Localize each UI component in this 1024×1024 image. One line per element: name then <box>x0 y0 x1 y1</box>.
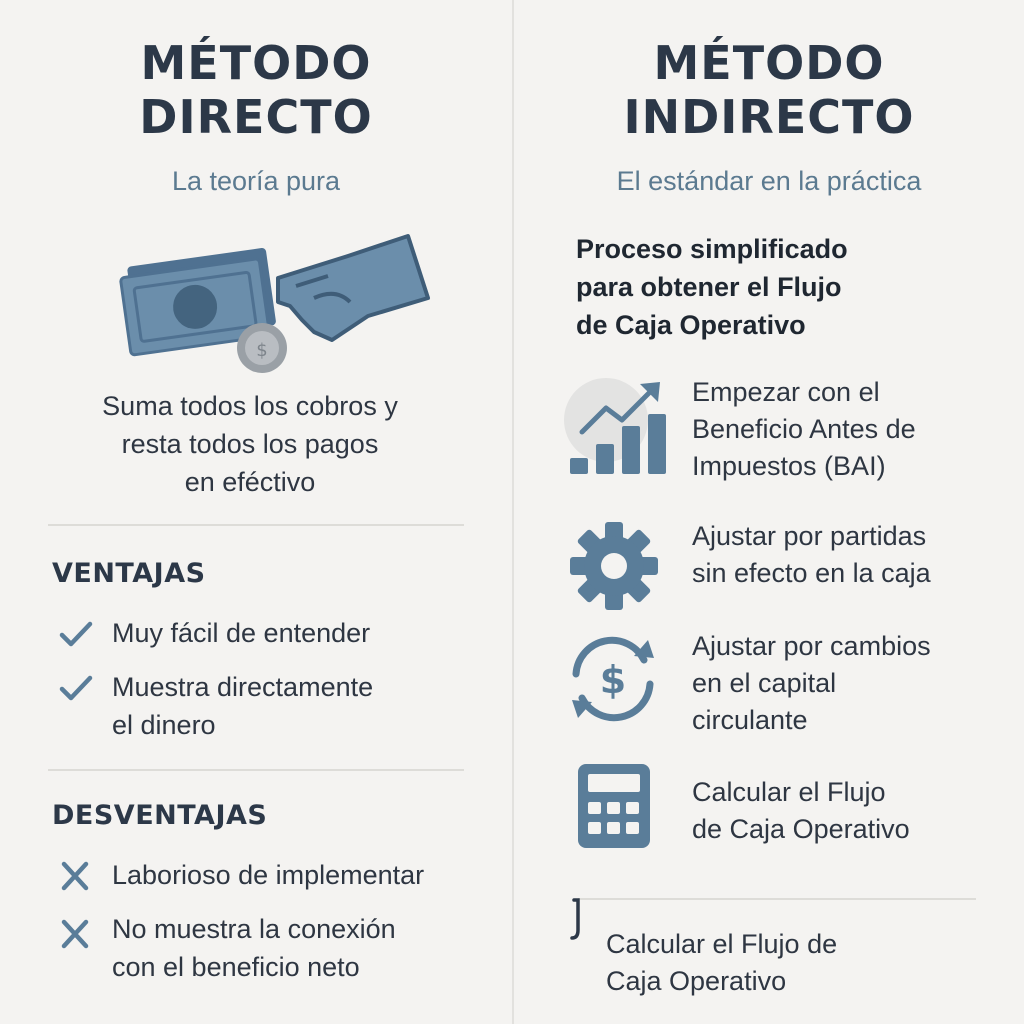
step-text <box>692 628 931 739</box>
step-line: Empezar con el <box>692 377 880 407</box>
advantage-item <box>56 668 373 744</box>
indirect-method-title <box>514 36 1024 144</box>
calculator-icon <box>578 764 650 848</box>
step-line: de Caja Operativo <box>692 814 910 844</box>
process-heading <box>576 230 996 344</box>
svg-text:$: $ <box>599 658 627 702</box>
step-line: Beneficio Antes de <box>692 414 916 444</box>
dollar-cycle-icon <box>560 636 666 722</box>
advantage-text: el dinero <box>112 710 216 740</box>
bracket-mark-icon <box>568 896 588 942</box>
gear-icon <box>568 520 660 612</box>
step-line: circulante <box>692 705 808 735</box>
title-line-1: MÉTODO <box>653 36 885 90</box>
check-icon <box>56 614 96 654</box>
disadvantage-item <box>56 910 396 986</box>
step-text <box>692 374 916 485</box>
process-heading-line: Proceso simplificado <box>576 234 848 264</box>
advantage-text: Muestra directamente <box>112 672 374 702</box>
step-line: Calcular el Flujo <box>692 777 886 807</box>
direct-method-subtitle: La teoría pura <box>171 166 341 196</box>
svg-text:$: $ <box>256 340 268 361</box>
section-divider <box>48 769 464 771</box>
disadvantage-text: No muestra la conexión <box>112 914 396 944</box>
section-divider <box>578 898 976 900</box>
section-divider <box>48 524 464 526</box>
description-line: en eféctivo <box>184 467 316 497</box>
disadvantage-text: Laborioso de implementar <box>112 860 425 890</box>
disadvantage-text: con el beneficio neto <box>112 952 360 982</box>
step-line: Ajustar por cambios <box>692 631 931 661</box>
step-line: en el capital <box>692 668 837 698</box>
description-line: resta todos los pagos <box>121 429 379 459</box>
direct-method-title <box>0 36 512 144</box>
step-line: Ajustar por partidas <box>692 521 927 551</box>
chart-growth-icon <box>562 374 672 484</box>
advantage-text: Muy fácil de entender <box>112 618 371 648</box>
cross-icon <box>56 910 96 950</box>
indirect-method-subtitle: El estándar en la práctica <box>616 166 922 196</box>
final-step-text <box>606 926 837 1000</box>
title-line-2: INDIRECTO <box>623 90 915 144</box>
process-heading-line: para obtener el Flujo <box>576 272 842 302</box>
advantages-heading: VENTAJAS <box>52 558 206 589</box>
step-line: Caja Operativo <box>606 966 787 996</box>
title-line-2: DIRECTO <box>139 90 373 144</box>
process-heading-line: de Caja Operativo <box>576 310 806 340</box>
check-icon <box>56 668 96 708</box>
disadvantages-heading: DESVENTAJAS <box>52 800 268 831</box>
indirect-method-column <box>514 0 1024 1024</box>
step-line: Calcular el Flujo de <box>606 929 838 959</box>
disadvantage-item <box>56 856 424 896</box>
description-line: Suma todos los cobros y <box>102 391 398 421</box>
step-text <box>692 518 931 592</box>
step-line: Impuestos (BAI) <box>692 451 886 481</box>
direct-method-description <box>40 387 460 501</box>
step-line: sin efecto en la caja <box>692 558 931 588</box>
money-hand-icon <box>118 228 438 378</box>
step-text <box>692 774 910 848</box>
cross-icon <box>56 856 96 896</box>
title-line-1: MÉTODO <box>140 36 372 90</box>
advantage-item <box>56 614 370 654</box>
